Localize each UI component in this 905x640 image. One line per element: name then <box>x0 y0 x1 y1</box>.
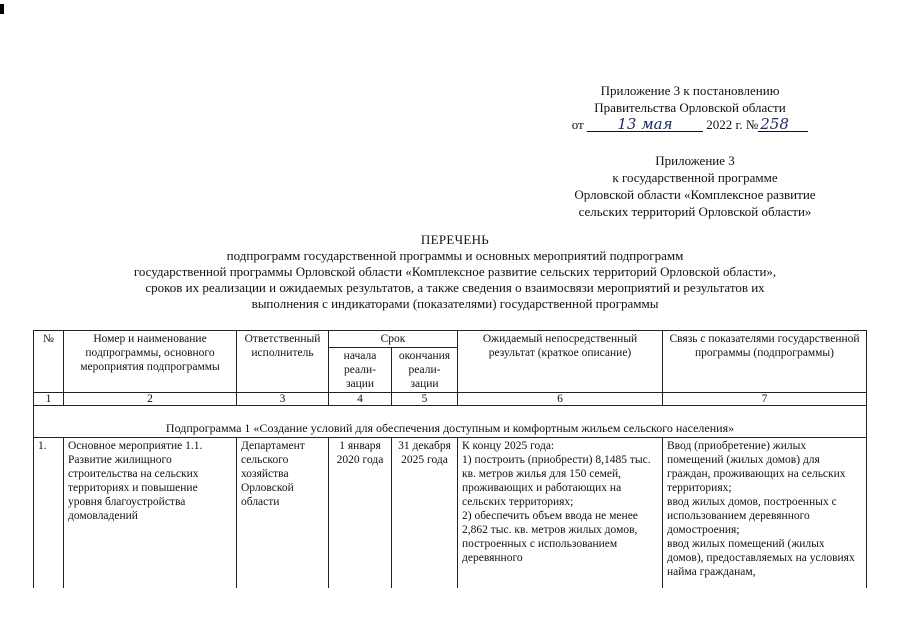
decree-appendix-line1: Приложение 3 к постановлению <box>600 83 780 98</box>
column-number: 3 <box>237 393 329 406</box>
table-row <box>34 438 867 589</box>
title-head: ПЕРЕЧЕНЬ <box>420 232 490 247</box>
spacer-row <box>34 406 867 419</box>
program-appendix-line3: Орловской области «Комплексное развитие <box>574 187 816 202</box>
program-appendix-block <box>545 152 845 220</box>
column-number-row <box>34 393 867 406</box>
result-line: 1) построить (приобрести) 8,1485 тыс. кв. метров жилья для 150 семей, проживающих и работающих на сельских территориях; <box>462 454 651 508</box>
row-executor: Департамент сельского хозяйства Орловской области <box>237 438 329 589</box>
row-result <box>458 438 663 589</box>
program-appendix-line1: Приложение 3 <box>655 153 735 168</box>
header-no: № <box>34 331 64 393</box>
row-name: Основное мероприятие 1.1. Развитие жилищного строительства на сельских территориях и повышение уровня благоустройства домовладений <box>64 438 237 589</box>
column-number: 5 <box>392 393 458 406</box>
spacer-cell <box>34 406 867 419</box>
row-end: 31 декабря 2025 года <box>392 438 458 589</box>
title-line3: сроков их реализации и ожидаемых результатов, а также сведения о взаимосвязи мероприятий и результатов их <box>145 280 765 295</box>
decree-date-line <box>560 116 820 133</box>
decree-appendix-line2: Правительства Орловской области <box>594 100 786 115</box>
subprogram-title: Подпрограмма 1 «Создание условий для обеспечения доступным и комфортным жильем сельского населения» <box>34 418 867 438</box>
program-appendix-line2: к государственной программе <box>612 170 778 185</box>
subprogram-row <box>34 418 867 438</box>
measures-table <box>33 330 867 588</box>
column-number: 1 <box>34 393 64 406</box>
handwritten-date: 13 мая <box>587 117 703 132</box>
header-term: Срок <box>329 331 458 348</box>
header-start: начала реали-зации <box>329 348 392 393</box>
document-title <box>60 232 850 312</box>
row-start: 1 января 2020 года <box>329 438 392 589</box>
row-number: 1. <box>34 438 64 589</box>
header-name: Номер и наименование подпрограммы, основного мероприятия подпрограммы <box>64 331 237 393</box>
scan-edge-mark <box>0 4 4 14</box>
result-line: 2) обеспечить объем ввода не менее 2,862 тыс. кв. метров жилых домов, построенных с использованием деревянного <box>462 510 638 564</box>
link-line: ввод жилых домов, построенных с использованием деревянного домостроения; <box>667 496 837 536</box>
header-end: окончания реали-зации <box>392 348 458 393</box>
header-executor: Ответственный исполнитель <box>237 331 329 393</box>
column-number: 6 <box>458 393 663 406</box>
decree-appendix-block <box>560 82 820 133</box>
link-line: Ввод (приобретение) жилых помещений (жилых домов) для граждан, проживающих на сельских территориях; <box>667 440 846 494</box>
handwritten-number: 258 <box>758 117 808 132</box>
header-link: Связь с показателями государственной программы (подпрограммы) <box>663 331 867 393</box>
year-label: 2022 г. № <box>706 117 759 132</box>
column-number: 4 <box>329 393 392 406</box>
result-line: К концу 2025 года: <box>462 440 555 452</box>
row-link <box>663 438 867 589</box>
header-result: Ожидаемый непосредственный результат (краткое описание) <box>458 331 663 393</box>
title-line2: государственной программы Орловской области «Комплексное развитие сельских территорий Орловской области», <box>133 264 777 279</box>
title-line4: выполнения с индикаторами (показателями) государственной программы <box>251 296 659 311</box>
title-line1: подпрограмм государственной программы и основных мероприятий подпрограмм <box>226 248 684 263</box>
from-label: от <box>571 117 584 132</box>
column-number: 2 <box>64 393 237 406</box>
program-appendix-line4: сельских территорий Орловской области» <box>578 204 812 219</box>
column-number: 7 <box>663 393 867 406</box>
link-line: ввод жилых помещений (жилых домов), предоставляемых на условиях найма гражданам, <box>667 538 855 578</box>
header-row-1 <box>34 331 867 348</box>
